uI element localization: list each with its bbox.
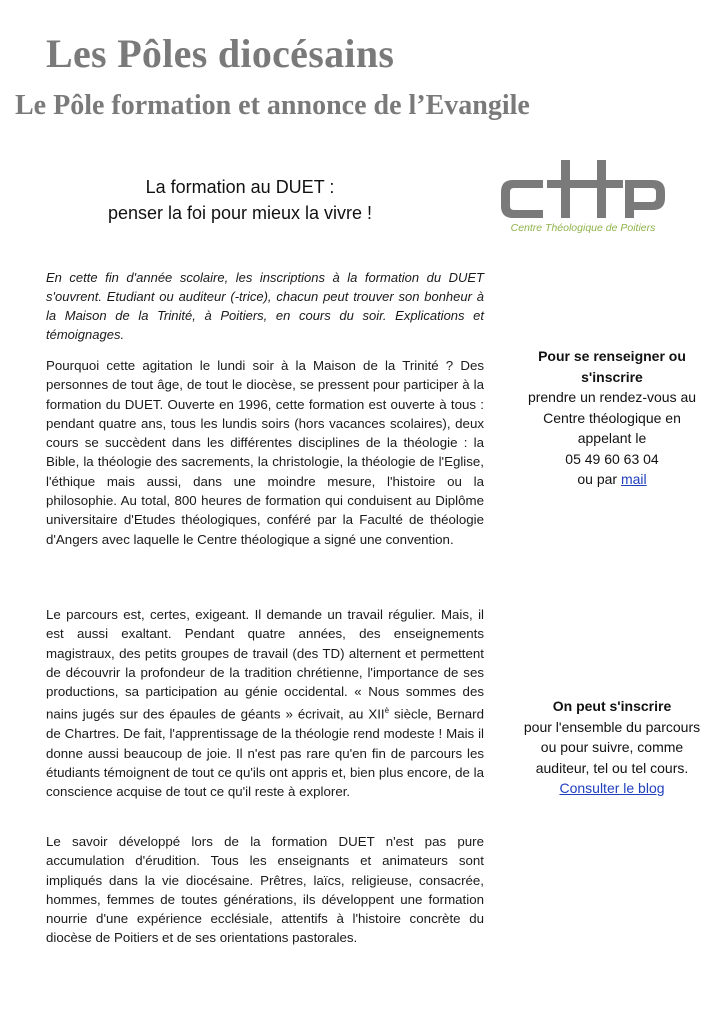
mail-prefix: ou par [577, 471, 621, 487]
page-subtitle: Le Pôle formation et annonce de l’Evangile [15, 90, 530, 121]
contact-heading: Pour se renseigner ou s'inscrire [538, 348, 686, 385]
contact-phone: 05 49 60 63 04 [565, 450, 659, 467]
body-paragraph-1: Pourquoi cette agitation le lundi soir à la Maison de la Trinité ? Des personnes de tout âge, de tout le diocèse, se pressent pour participer à la formation du DUET. Ouverte en 1996, cette formation est ouverte à tous : pendant quatre ans, tous les lundis soirs (hors vacances scolaires), deux cours se succèdent dans les différentes disciplines de la théologie : la Bible, la théologie des sacrements, la christologie, la théologie de l'Eglise, l'éthique mais aussi, dans une moindre mesure, l'histoire ou la philosophie. Au total, 800 heures de formation qui conduisent au Diplôme universitaire d'Etudes théologiques, conféré par la Faculté de théologie d'Angers avec laquelle le Centre théologique a signé une convention. [46, 358, 484, 547]
superscript: è [384, 706, 390, 716]
contact-mail-line [522, 469, 702, 490]
article-headline [60, 174, 420, 226]
blog-link[interactable]: Consulter le blog [559, 780, 665, 796]
mail-link[interactable]: mail [620, 471, 647, 487]
body-paragraph-2 [46, 605, 484, 801]
headline-line-2: penser la foi pour mieux la vivre ! [107, 203, 373, 223]
para2-text-start: Le parcours est, certes, exigeant. Il demande un travail régulier. Mais, il est aussi exaltant. Pendant quatre années, des enseignements magistraux, des petits groupes de travail (des TD) alternent et permettent de découvrir la profondeur de la tradition chrétienne, l'importance de ses productions, sa participation au génie occidental. « Nous sommes des nains jugés sur des épaules de géants » écrivait, au XII [46, 607, 484, 722]
headline-line-1: La formation au DUET : [145, 177, 335, 197]
registration-text: pour l'ensemble du parcours ou pour suivre, comme auditeur, tel ou tel cours. [523, 718, 701, 776]
registration-heading: On peut s'inscrire [552, 698, 672, 714]
info-box-registration [522, 696, 702, 799]
contact-text: prendre un rendez-vous au Centre théologique en appelant le [527, 389, 697, 446]
body-paragraph-3: Le savoir développé lors de la formation DUET n'est pas pure accumulation d'érudition. Tous les enseignants et animateurs sont impliqués dans la vie diocésaine. Prêtres, laïcs, religieuse, consacrée, hommes, femmes de toutes générations, ils développent une formation nourrie d'une expérience ecclésiale, attentifs à l'histoire concrète du diocèse de Poitiers et de ses orientations pastorales. [46, 834, 484, 946]
logo-caption: Centre Théologique de Poitiers [510, 222, 656, 234]
intro-paragraph: En cette fin d'année scolaire, les inscriptions à la formation du DUET s'ouvrent. Etudiant ou auditeur (-trice), chacun peut trouver son bonheur à la Maison de la Trinité, à Poitiers, en cours du soir. Explications et témoignages. [46, 270, 484, 342]
para2-text-end: siècle, Bernard de Chartres. De fait, l'apprentissage de la théologie rend modeste ! Mais il donne aussi beaucoup de joie. Il n'est pas rare qu'en fin de parcours les étudiants témoignent de tout ce qu'ils ont appris et, bien plus encore, de la conscience acquise de tout ce qu'il reste à explorer. [46, 706, 484, 800]
page-title: Les Pôles diocésains [46, 31, 395, 76]
info-box-contact [522, 346, 702, 490]
